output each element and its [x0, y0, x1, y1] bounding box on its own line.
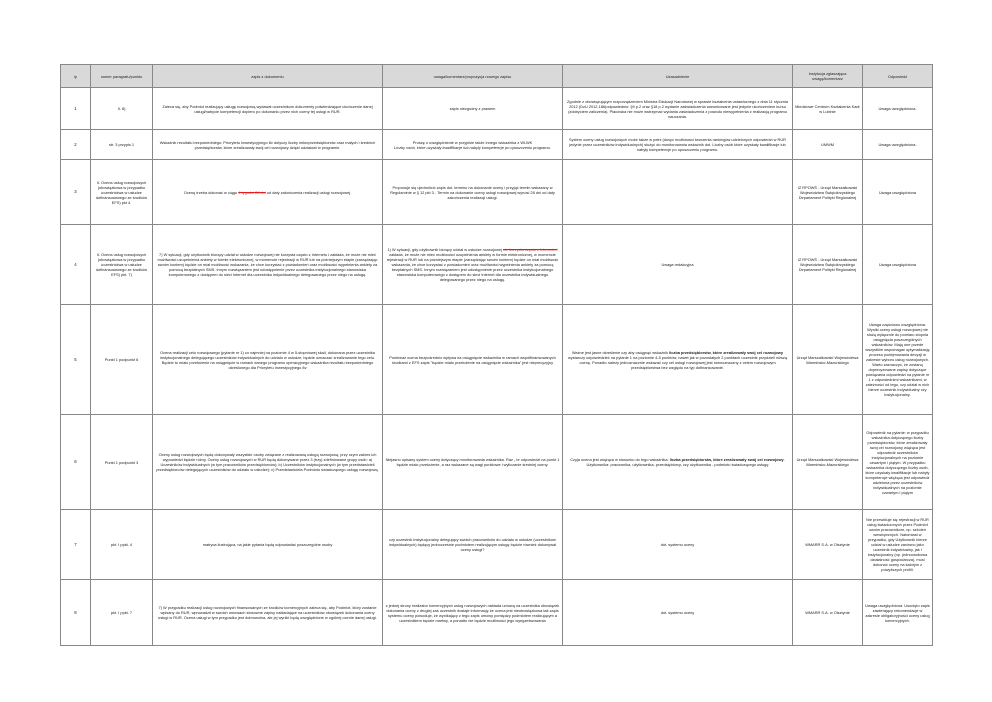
table-row — [61, 225, 933, 305]
table-row — [61, 510, 933, 580]
table-row — [61, 88, 933, 130]
row-uwaga: z jednej strony realizator komercyjnych usług rozwojowych nakłada umową na uczestnika obowiązek dokonania oceny z drugiej zaś uczestnik dostaje informację że ocena jest nieobowiązkowa tak zapis systemu oceny powoduje, że wynikający z tego zapis umowy pomiędzy podmiotem realizującym a uczestnikiem będzie martwy, a ponadto nie będzie możliwości jego wyegzekwowania — [383, 580, 563, 646]
row-odpowiedz: Odpowiedź na pytanie: w przypadku wskaźnika dotyczącego liczby przedsiębiorstw, które zrealizowały swój cel rozwojowy wiążąca jest odpowiedź uczestników instytucjonalnych na poziomie czwartym i piątym. W przypadku wskaźnika dotyczącego liczby osób, które uzyskały kwalifikacje lub nabyły kompetencje wiążąca jest odpowiedź udzielona przez uczestników indywidualnych na poziomie czwartym i piątym — [863, 415, 933, 510]
row-odpowiedz: Uwaga uwzględniona. — [863, 130, 933, 160]
row-zapis: Oceny usług rozwojowych będą dokonywały wszystkie osoby związane z realizowaną usługą rozwojową, przy czym zakres ich wypowiedzi będzie różny. Oceny usług rozwojowych w RUR będą dokonywane przez 3 (trzy) zdefiniowane grupy osób: a) Uczestników indywidualnych (w tym pracowników przedsiębiorców); b) Uczestników instytucjonalnych (w tym przedstawicieli przedsiębiorców delegujących uczestników do udziału w usłudze); c) Przedstawiciela Podmiotu świadczącego usługę rozwojową. — [153, 415, 383, 510]
document — [60, 64, 932, 646]
row-uwaga: Ponieważ ocena bezpośrednio wpływa na osiągnięcie wskaźnika w ramach współfinansowanych środkami z EFS zapis "będzie miało przełożenie na osiągnięcie wskaźnika" jest nieprecyzyjny — [383, 305, 563, 415]
row-zapis: Wskaźnik rezultatu bezpośredniego: Priorytetu Inwestycyjnego 8v dotyczy liczby mikroprzedsiębiorstw oraz małych i średnich przedsiębiorstw, które zrealizowały swój cel rozwojowy dzięki udziałowi w programie. — [153, 130, 383, 160]
table-row — [61, 305, 933, 415]
row-odpowiedz: Uwaga częściowo uwzględniona. Wyniki oceny usługi rozwojowej nie służą wyłącznie do pomiaru stopnia osiągnięcia poszczególnych wskaźników. Mają one przede wszystkim wspomagać optymalizację procesu podejmowania decyzji w zakresie wyboru usług rozwojowych. Warto zaznaczyć, że zostaną doprecyzowane zapisy dotyczące powiązania odpowiedzi na pytanie nr 1 z odpowiednimi wskaźnikami, w zależności od tego, czy udział w nich bierze uczestnik indywidualny czy instytucjonalny. — [863, 305, 933, 415]
row-numer: II. Ocena usług rozwojowych (obowiązkowa w przypadku uczestnictwa w usłudze dofinansowanego ze środków EFS) pkt 4. — [91, 160, 153, 225]
row-odpowiedz: Nie przewiduje się rejestracji w RUR usług świadczonych przez Podmiot swoim pracownikom, np. szkoleń wewnętrznych. Natomiast w przypadku, gdy Użytkownik bierze udział w usłudze zarówno jako uczestnik indywidualny, jak i instytucjonalny (np. jednoosobowa działalność gospodarcza), musi dokonać oceny na każdym z powyższych profili. — [863, 510, 933, 580]
row-odpowiedz: Uwaga uwzględniona. Usunięto zapis zawierający rekomendacje w zakresie obligatoryjności oceny usług komercyjnych. — [863, 580, 933, 646]
row-uzasadnienie: Zgodnie z obowiązującym rozporządzeniem Ministra Edukacji Narodowej w sprawie kształcenia ustawicznego z dnia 11 stycznia 2012 (DzU 2012.186)odpowiednio: §9 p.2 oraz §18 p.2 wydanie zaświadczenia warunkowane jest jedynie ukończeniem kursu (zdobyciem zaliczenia). Placówka nie może wstrzymać wydania zaświadczenia z powodu niewypełnienia z realizacją programu nauczania. — [563, 88, 793, 130]
row-uzasadnienie: System oceny usług rozwojowych może także w pełni (dosyć możliwości tworzenia rankingów udzielonych odpowiedzi w RUR jedynie przez uczestników indywidualnych) służyć do monitorowania wskaźnik dot. Liczby osób które uzyskały kwalifikacje lub nabyły kompetencje po opuszczeniu programu. — [563, 130, 793, 160]
uzasadnienie-text-end: wystarczy odpowiedzieć na pytanie 1 na poziomie 4-5 punktów, nawet jak w pozostałych 2 punktach uczestnik przydzieli niższą ocenę. Ponadto należy jednoznacznie wskazać czy cel usługi rozwojowej jest równoznaczny z celem rozwojowym przedsiębiorstwa bez względu na typ dofinansowanie. — [567, 354, 788, 370]
row-lp: 3 — [61, 160, 91, 225]
row-zapis: matryca ilustrująca, na jakie pytania będą odpowiadać poszczególne osoby — [153, 510, 383, 580]
row-odpowiedz: Uwaga uwzględniona. — [863, 88, 933, 130]
row-odpowiedz: Uwaga uwzględniona — [863, 225, 933, 305]
row-lp: 8 — [61, 580, 91, 646]
row-lp: 2 — [61, 130, 91, 160]
row-instytucja: IZ RPOWŚ - Urząd Marszałkowski Województwa Świętokrzyskiego Departament Polityki Regionalnej — [793, 160, 863, 225]
row-instytucja: UMWM — [793, 130, 863, 160]
header-zapis: zapis z dokumentu — [153, 65, 383, 88]
row-instytucja: WMARR S.A. w Olsztynie — [793, 510, 863, 580]
row-numer: str. 3 przypis 1 — [91, 130, 153, 160]
row-uwaga — [383, 225, 563, 305]
row-lp: 1 — [61, 88, 91, 130]
row-numer: II. Ocena usług rozwojowych (obowiązkowa w przypadku uczestnictwa w usłudze dofinansowanego ze środków EFS) pkt. 7) — [91, 225, 153, 305]
header-instytucja: Instytucja zgłaszająca uwagę/komentarz — [793, 65, 863, 88]
row-zapis — [153, 160, 383, 225]
row-lp: 4 — [61, 225, 91, 305]
row-uwaga: Proponuje się ujednolicić zapis dot. terminu na dokonanie oceny i przyjąć termin wskazany w Regulaminie w § 12 pkt 3 - Termin na dokonanie oceny usługi rozwojowej wynosi 28 dni od daty zakończenia realizacji usługi. — [383, 160, 563, 225]
row-instytucja: Urząd Marszałkowski Województwa Warmińsko-Mazurskiego — [793, 415, 863, 510]
row-uzasadnienie — [563, 415, 793, 510]
table-row — [61, 580, 933, 646]
header-numer: numer paragrafu/punktu — [91, 65, 153, 88]
row-uzasadnienie — [563, 160, 793, 225]
row-uwaga: Niejasno opisany system oceny dotyczący monitorowania wskaźnika. Raz „ te odpowiedzi na punkt 1 będzie miało przełożenie, a raz wskazane są wagi punktowe i wyliczanie średniej oceny. — [383, 415, 563, 510]
header-lp: lp — [61, 65, 91, 88]
row-uzasadnienie: dot. systemu oceny — [563, 510, 793, 580]
row-numer: pkt. I ppkt. 4 — [91, 510, 153, 580]
row-uwaga: zapis niezgodny z prawem — [383, 88, 563, 130]
row-odpowiedz: Uwaga uwzględniona — [863, 160, 933, 225]
row-zapis: 7) W sytuacji, gdy użytkownik biorący udział w usłudze rozwojowej nie korzysta często z Internetu i zakłada, że może nie mieć możliwości uzupełnienia ankiety w formie elektronicznej, w momencie rejestracji w RUR lub na późniejszym etapie (zarządzając swoim kontem) będzie on miał możliwość wskazania, że chce korzystać z powiadomień oraz możliwości wypełnienia ankiety za pomocą bezpłatnych SMS. Innym rozwiązaniem jest udostępnienie przez uczestnika instytucjonalnego stanowiska komputerowego z dostępem do sieci Internet dla uczestnika indywidualnego delegowanego przez niego na usługę. — [153, 225, 383, 305]
header-uwaga: uwaga/komentarz/propozycja nowego zapisu — [383, 65, 563, 88]
row-numer: pkt. I ppkt. 7 — [91, 580, 153, 646]
table-row — [61, 130, 933, 160]
row-zapis: Ocena realizacji celu rozwojowego (pytanie nr 1) co najmniej na poziomie 4 w 5-stopniowej skali, dokonana przez uczestnika instytucjonalnego delegującego uczestników indywidualnych do udziału w usłudze, będzie oznaczać zrealizowanie tego celu. Będzie to miało przełożenie na osiągnięcie w ramach danego programu operacyjnego wskaźnika rezultatu bezpośredniego określonego dla Priorytetu Inwestycyjnego 8v — [153, 305, 383, 415]
uwaga-text: 1) W sytuacji, gdy użytkownik biorący udział w usłudze rozwojowej — [387, 247, 503, 252]
comments-table — [60, 64, 933, 646]
struck-text: 4 tygodni 28 dni — [238, 189, 266, 195]
row-uwaga — [383, 130, 563, 160]
zapis-text-end: od daty zakończenia realizacji usługi rozwojowej. — [265, 189, 352, 195]
row-lp: 5 — [61, 305, 91, 415]
bold-indicator-text: liczba przedsiębiorstw, które zrealizowały swój cel rozwojowy — [669, 349, 784, 355]
row-instytucja: WMARR S.A. w Olsztynie — [793, 580, 863, 646]
row-uwaga: czy uczestnik instytucjonalny delegujący swoich pracowników do udziału w usłudze (uczestników indywidualnych) będący jednocześnie podmiotem realizującym usługę będzie również dokonywał oceny usługi? — [383, 510, 563, 580]
table-row — [61, 160, 933, 225]
struck-text: nie korzysta często z Internetu i — [502, 247, 558, 252]
uwaga-italic-text: Liczby osób, które uzyskały kwalifikacje lub nabyły kompetencje po opuszczeniu programu. — [394, 144, 551, 150]
uwaga-text-end: zakłada, że może nie mieć możliwości uzupełnienia ankiety w formie elektronicznej, w momencie rejestracji w RUR lub na późniejszym etapie (zarządzając swoim kontem) będzie on miał możliwość wskazania, że chce korzystać z powiadomień oraz możliwości wypełnienia ankiety za pomocą bezpłatnych SMS. Innym rozwiązaniem jest udostępnienie przez uczestnika instytucjonalnego stanowiska komputerowego z dostępem do sieci Internet dla uczestnika indywidualnego delegowanego przez niego na usługę. — [386, 252, 559, 282]
row-lp: 6 — [61, 415, 91, 510]
uzasadnienie-text: Ważne jest jasne określenie czy aby osiągnąć wskaźnik — [571, 349, 670, 355]
row-uzasadnienie — [563, 305, 793, 415]
header-row — [61, 65, 933, 88]
row-zapis: Zaleca się, aby Podmiot realizujący usługę rozwojową wydawał uczestnikom dokumenty potwierdzające ukończenie danej usługi/nabycie kompetencji dopiero po dokonaniu przez nich oceny tej usługi w RUR. — [153, 88, 383, 130]
row-instytucja: IZ RPOWŚ - Urząd Marszałkowski Województwa Świętokrzyskiego Departament Polityki Regionalnej — [793, 225, 863, 305]
uzasadnienie-text: Czyja ocena jest wiążąca w stosunku do tego wskaźnika: — [570, 457, 670, 462]
row-numer: Punkt 1 podpunkt 6 — [91, 305, 153, 415]
uzasadnienie-text-end: . Użytkownika: pracownika, użytkownika- przedsiębiorcy, czy użytkownika - podmiotu świadczącego usługę — [586, 457, 785, 467]
row-numer: Punkt 1 podpunkt 3 — [91, 415, 153, 510]
row-zapis: 7) W przypadku realizacji usług rozwojowych finansowanych ze środków komercyjnych zaleca się, aby Podmiot, który zostanie wpisany do RUR, wprowadził w swoich umowach stosowne zapisy nakładające na uczestników obowiązek dokonania oceny usługi w RUR. Ocena usługi w tym przypadku jest dobrowolna, ale jej wyniki będą uwzględnione w ogólnej ocenie danej usługi. — [153, 580, 383, 646]
uwaga-text: Proszę o uwzględnienie w przypisie także innego wskaźnika z WLWK — [412, 139, 533, 145]
row-uzasadnienie: dot. systemu oceny — [563, 580, 793, 646]
row-numer: II. 8) — [91, 88, 153, 130]
header-uzasadnienie: Uzasadnienie — [563, 65, 793, 88]
header-odpowiedz: Odpowiedź — [863, 65, 933, 88]
zapis-text: Ocenę trzeba dokonać w ciągu — [183, 189, 239, 195]
row-instytucja: Urząd Marszałkowski Województwa Warmińsko-Mazurskiego — [793, 305, 863, 415]
bold-indicator-text: liczba przedsiębiorstw, które zrealizowały swój cel rozwojowy — [669, 457, 784, 462]
row-lp: 7 — [61, 510, 91, 580]
row-instytucja: Miedziowe Centrum Kształcenia Kadr w Lubinie — [793, 88, 863, 130]
row-uzasadnienie: Uwaga redakcyjna — [563, 225, 793, 305]
table-row — [61, 415, 933, 510]
